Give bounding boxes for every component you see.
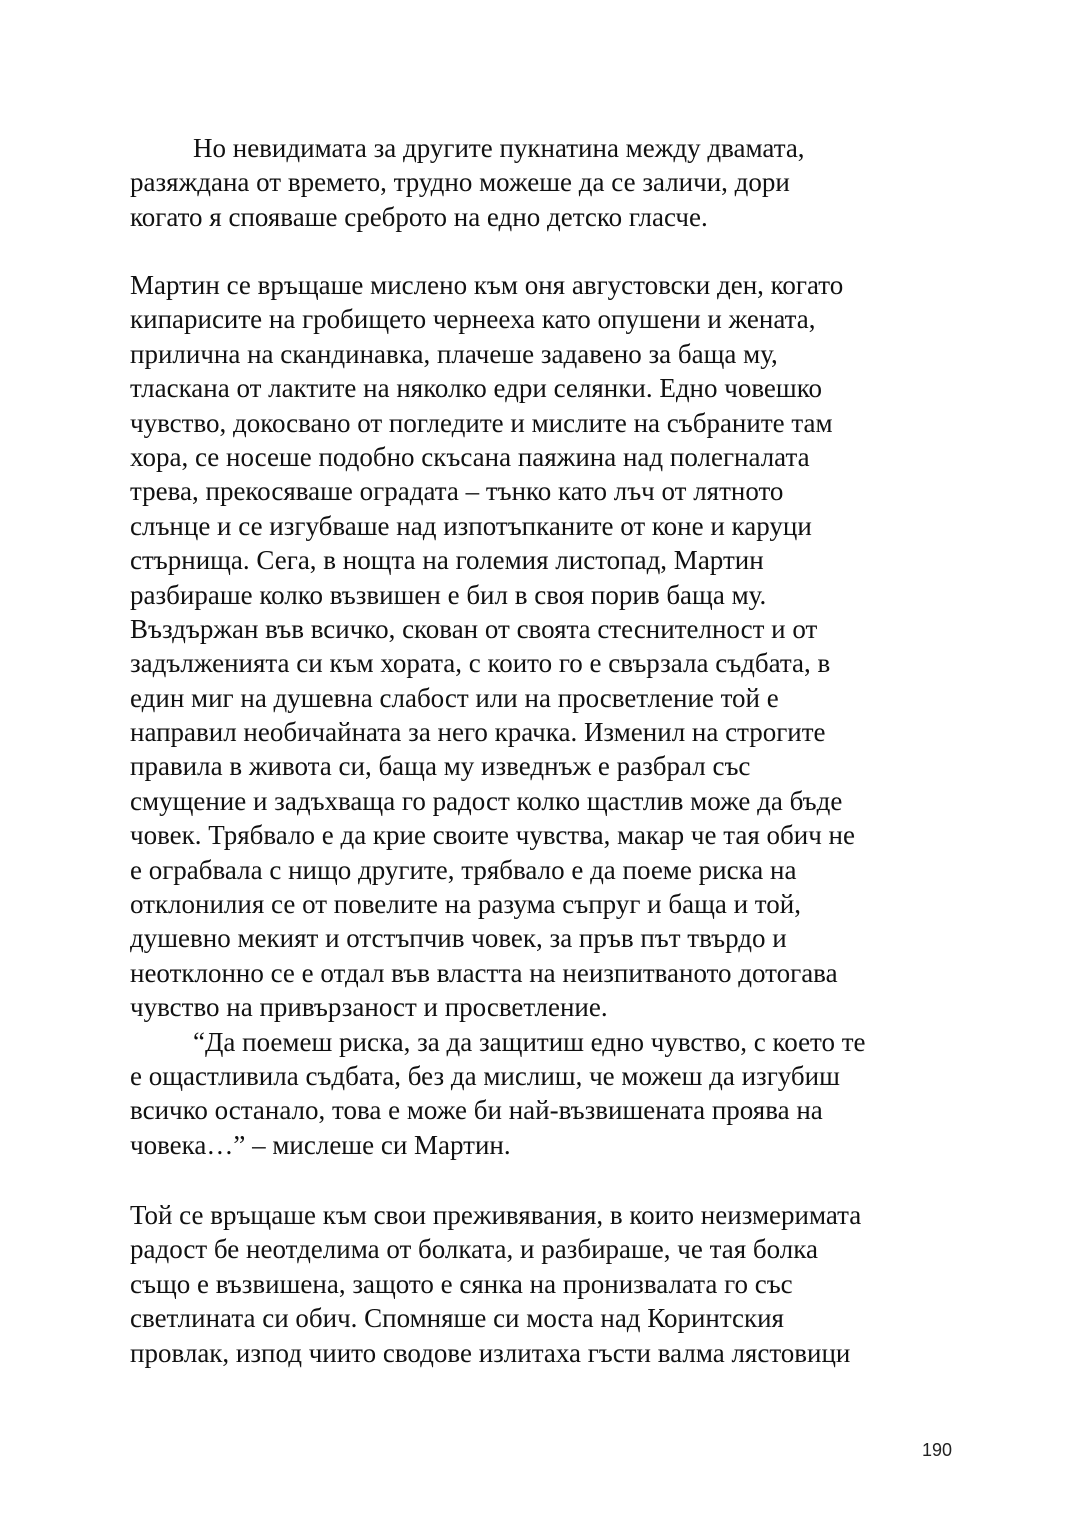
page-number: 190 <box>921 1440 952 1460</box>
text-line: един миг на душевна слабост или на просветление той е <box>130 682 779 713</box>
text-line: тласкана от лактите на няколко едри селянки. Едно човешко <box>130 373 822 404</box>
text-line: Въздържан във всичко, скован от своята стеснителност и от <box>130 613 818 644</box>
text-line: разбираше колко възвишен е бил в своя порив баща му. <box>130 579 767 610</box>
paragraph-block-1 <box>130 131 960 234</box>
text-line: стърнища. Сега, в нощта на големия листопад, Мартин <box>130 545 764 576</box>
text-line: разяждана от времето, трудно можеше да се заличи, дори <box>130 167 790 198</box>
text-line: Той се връщаше към свои преживявания, в които неизмеримата <box>130 1200 862 1230</box>
paragraph-block-2 <box>130 268 960 1162</box>
text-line: направил необичайната за него крачка. Изменил на строгите <box>130 717 826 748</box>
text-line: прилична на скандинавка, плачеше задавено за баща му, <box>130 338 778 369</box>
text-line: правила в живота си, баща му изведнъж е разбрал със <box>130 751 751 782</box>
text-line: хора, се носеше подобно скъсана паяжина над полегналата <box>130 441 810 472</box>
text-line: светлината си обич. Спомняше си моста над Коринтския <box>130 1303 784 1334</box>
text-line: кипарисите на гробището чернееха като опушени и жената, <box>130 304 816 335</box>
text-line: е ограбвала с нищо другите, трябвало е да поеме риска на <box>130 854 797 885</box>
text-line: неотклонно се е отдал във властта на неизпитваното дотогава <box>130 957 838 988</box>
text-line: чувство на привързаност и просветление. <box>130 992 608 1023</box>
text-line: задълженията си към хората, с които го е свързала съдбата, в <box>130 648 831 679</box>
text-line: чувство, докосвано от погледите и мислите на събраните там <box>130 407 833 438</box>
text-line: е ощастливила съдбата, без да мислиш, че можеш да изгубиш <box>130 1060 840 1091</box>
text-line: трева, прекосяваше оградата – тънко като лъч от лятното <box>130 476 784 507</box>
text-line: Но невидимата за другите пукнатина между двамата, <box>193 133 805 163</box>
text-line: смущение и задъхваща го радост колко щастлив може да бъде <box>130 785 843 816</box>
text-line: всичко останало, това е може би най-възвишената проява на <box>130 1095 823 1126</box>
text-line: радост бе неотделима от болката, и разбираше, че тая болка <box>130 1234 818 1265</box>
text-line: душевно мекият и отстъпчив човек, за пръв път твърдо и <box>130 923 787 954</box>
text-line: слънце и се изгубваше над изпотъпканите от коне и каруци <box>130 510 812 541</box>
text-line: Мартин се връщаше мислено към оня августовски ден, когато <box>130 270 844 300</box>
text-line: “Да поемеш риска, за да защитиш едно чувство, с което те <box>193 1026 866 1057</box>
text-line: човека…” – мислеше си Мартин. <box>130 1129 511 1160</box>
text-line: когато я спояваше среброто на едно детско гласче. <box>130 201 708 232</box>
text-line: провлак, изпод чиито сводове излитаха гъсти валма лястовици <box>130 1337 851 1368</box>
paragraph-block-3 <box>130 1198 960 1370</box>
text-line: също е възвишена, защото е сянка на пронизвалата го със <box>130 1268 793 1299</box>
text-line: отклонилия се от повелите на разума съпруг и баща и той, <box>130 889 801 920</box>
text-line: човек. Трябвало е да крие своите чувства, макар че тая обич не <box>130 820 855 851</box>
